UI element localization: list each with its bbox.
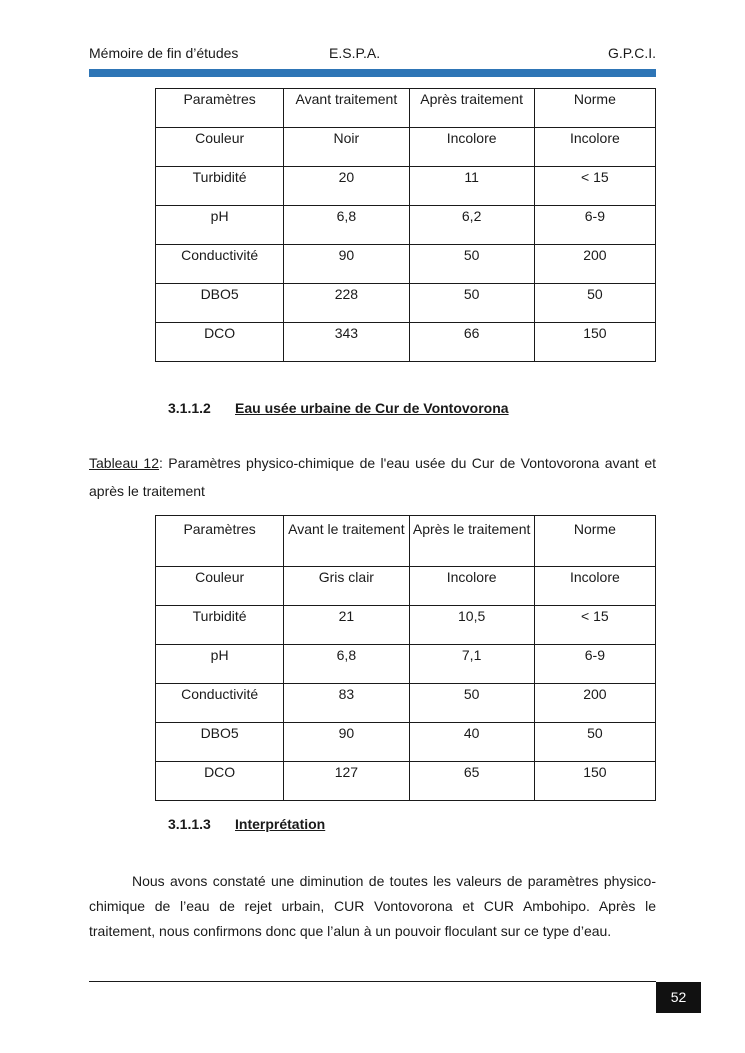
table-cell: 127 [284, 762, 409, 801]
table-cell: 6,2 [409, 206, 534, 245]
table-header-cell: Norme [534, 516, 655, 567]
table-cell: 83 [284, 684, 409, 723]
table-cell: Incolore [534, 128, 655, 167]
table-cell: Couleur [156, 128, 284, 167]
table-cell: 6-9 [534, 645, 655, 684]
table-cell: 11 [409, 167, 534, 206]
table-cell: 6,8 [284, 645, 409, 684]
table-header-cell: Norme [534, 89, 655, 128]
table-cell: Conductivité [156, 684, 284, 723]
table-cell: pH [156, 206, 284, 245]
table-cell: Conductivité [156, 245, 284, 284]
table-row [156, 284, 656, 323]
table-caption [89, 449, 656, 505]
table-cell: 150 [534, 323, 655, 362]
page-header [89, 45, 656, 63]
footer-divider [89, 981, 656, 982]
table-cell: < 15 [534, 606, 655, 645]
body-paragraph: Nous avons constaté une diminution de toutes les valeurs de paramètres physico-chimique de l’eau de rejet urbain, CUR Vontovorona et CUR Ambohipo. Après le traitement, nous confirmons donc que l’alun à un pouvoir floculant sur ce type d’eau. [89, 873, 656, 939]
table-cell: 50 [409, 284, 534, 323]
table-cell: Noir [284, 128, 409, 167]
table-header-cell: Après le traitement [409, 516, 534, 567]
table-cell: pH [156, 645, 284, 684]
table-row [156, 723, 656, 762]
table-cell: Turbidité [156, 167, 284, 206]
table-cell: 343 [284, 323, 409, 362]
table-cell: DBO5 [156, 723, 284, 762]
table-header-cell: Paramètres [156, 89, 284, 128]
table-header-cell: Avant le traitement [284, 516, 409, 567]
table-cell: 10,5 [409, 606, 534, 645]
page-number: 52 [656, 982, 701, 1013]
table-cell: 200 [534, 245, 655, 284]
table-cell: 7,1 [409, 645, 534, 684]
table-row [156, 245, 656, 284]
table-cell: 50 [409, 245, 534, 284]
table-cell: 50 [534, 284, 655, 323]
table-cell: 228 [284, 284, 409, 323]
table-cell: 65 [409, 762, 534, 801]
table-cell: 90 [284, 245, 409, 284]
table-cell: Turbidité [156, 606, 284, 645]
section-number: 3.1.1.2 [168, 400, 211, 416]
parameters-table-1 [155, 88, 656, 362]
table-cell: Incolore [409, 128, 534, 167]
table-cell: DCO [156, 762, 284, 801]
header-divider-bar [89, 69, 656, 77]
section-number: 3.1.1.3 [168, 816, 211, 832]
table-header-row [156, 89, 656, 128]
table-row [156, 762, 656, 801]
section-title: Interprétation [235, 816, 326, 832]
table-row [156, 606, 656, 645]
table-cell: DCO [156, 323, 284, 362]
table-cell: 200 [534, 684, 655, 723]
table-header-cell: Avant traitement [284, 89, 409, 128]
section-heading [168, 816, 325, 832]
header-left-text: Mémoire de fin d’études [89, 45, 239, 61]
caption-label: Tableau 12 [89, 455, 160, 471]
table-cell: DBO5 [156, 284, 284, 323]
table-row [156, 167, 656, 206]
table-cell: 150 [534, 762, 655, 801]
table-cell: Gris clair [284, 567, 409, 606]
table-row [156, 567, 656, 606]
parameters-table-2 [155, 515, 656, 801]
section-title: Eau usée urbaine de Cur de Vontovorona [235, 400, 509, 416]
header-center-text: E.S.P.A. [329, 45, 381, 61]
section-heading [168, 400, 509, 416]
table-header-cell: Après traitement [409, 89, 534, 128]
table-row [156, 206, 656, 245]
table-cell: Incolore [534, 567, 655, 606]
table-row [156, 323, 656, 362]
table-cell: Couleur [156, 567, 284, 606]
caption-text: : Paramètres physico-chimique de l'eau usée du Cur de Vontovorona avant et après le traitement [89, 455, 656, 499]
table-cell: 40 [409, 723, 534, 762]
table-header-row [156, 516, 656, 567]
table-cell: 6,8 [284, 206, 409, 245]
header-right-text: G.P.C.I. [608, 45, 656, 61]
table-cell: 6-9 [534, 206, 655, 245]
table-cell: 50 [409, 684, 534, 723]
table-row [156, 128, 656, 167]
table-header-cell: Paramètres [156, 516, 284, 567]
table-cell: Incolore [409, 567, 534, 606]
table-cell: 90 [284, 723, 409, 762]
table-row [156, 684, 656, 723]
table-cell: 50 [534, 723, 655, 762]
table-cell: 66 [409, 323, 534, 362]
table-row [156, 645, 656, 684]
table-cell: 20 [284, 167, 409, 206]
table-cell: < 15 [534, 167, 655, 206]
table-cell: 21 [284, 606, 409, 645]
